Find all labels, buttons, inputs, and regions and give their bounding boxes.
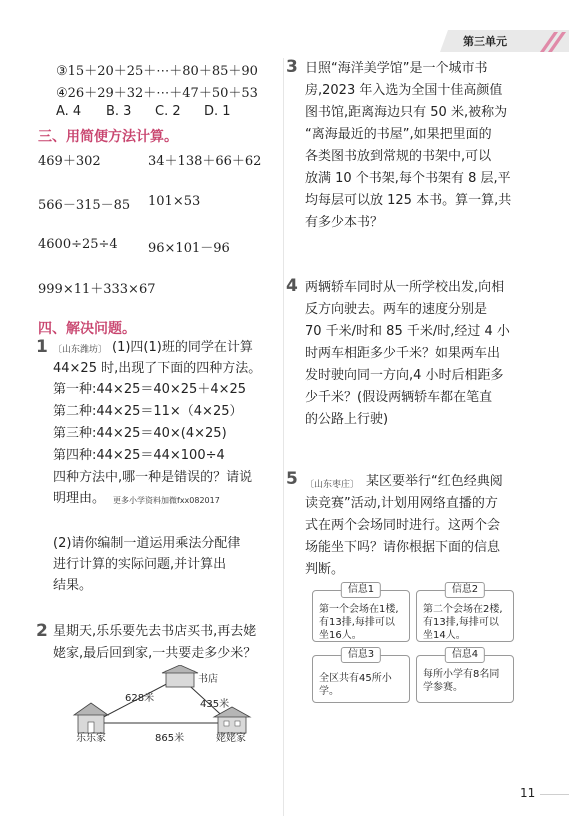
info-card-4 [416,649,514,703]
label-bookstore: 书店 [198,674,218,685]
question-1-tag: 〔山东潍坊〕 [53,345,108,355]
label-home: 乐乐家 [76,733,106,744]
q5-line-4: 场能坐下吗？请你根据下面的信息 [305,540,501,555]
choice-b: B. 3 [106,104,132,119]
column-divider [283,58,284,816]
q1-part2-line-2: 进行计算的实际问题,并计算出 [53,557,227,572]
option-3: ③15＋20＋25＋⋯＋80＋85＋90 [56,64,258,79]
question-4-number: 4 [286,276,298,296]
page-number: 11 [520,786,536,800]
question-3-number: 3 [286,57,298,77]
calc-2a: 566－315－85 [38,198,131,213]
calc-1b: 34＋138＋66＋62 [148,154,262,169]
calc-3b: 96×101－96 [148,241,230,256]
q4-line-7: 的公路上行驶) [305,412,389,427]
q1-line-3: 第一种:44×25＝40×25＋4×25 [53,382,247,397]
info-card-2-body: 第二个会场在2楼,有13排,每排可以坐14人。 [423,604,503,641]
q1-line-1: (1)四(1)班的同学在计算 [112,340,253,355]
label-distance-1: 628米 [125,693,155,704]
choice-c: C. 2 [155,104,181,119]
question-5-tag: 〔山东枣庄〕 [305,480,360,490]
q1-part2-line-3: 结果。 [53,578,93,593]
q3-line-7: 均每层可以放 125 本书。算一算,共 [305,193,512,208]
q4-line-2: 反方向驶去。两车的速度分别是 [305,302,488,317]
info-card-3-title: 信息3 [341,647,381,663]
calc-4a: 999×11＋333×67 [38,282,156,297]
info-card-1-body: 第一个会场在1楼,有13排,每排可以坐16人。 [319,604,399,641]
q3-line-5: 各类图书放到常规的书架中,可以 [305,149,492,164]
q4-line-5: 发时驶向同一方向,4 小时后相距多 [305,368,504,383]
q2-line-2: 姥家,最后回到家,一共要走多少米？ [53,646,257,661]
question-1-number: 1 [36,337,48,357]
q1-line-8: 明理由。 [53,491,106,506]
choice-d: D. 1 [204,104,231,119]
info-card-1 [312,584,410,642]
q1-line-2: 44×25 时,出现了下面的四种方法。 [53,361,262,376]
q1-line-7: 四种方法中,哪一种是错误的？请说 [53,470,253,485]
q5-line-5: 判断。 [305,562,345,577]
calc-1a: 469＋302 [38,154,101,169]
q4-line-4: 时两车相距多少千米？如果两车出 [305,346,501,361]
info-card-1-title: 信息1 [341,582,381,598]
q5-line-2: 读竞赛”活动,计划用网络直播的方 [305,496,498,511]
info-card-3 [312,649,410,703]
label-distance-3: 865米 [155,733,185,744]
q1-line-4: 第二种:44×25＝11×（4×25） [53,404,243,419]
calc-2b: 101×53 [148,194,201,209]
q4-line-6: 少千米？(假设两辆轿车都在笔直 [305,390,493,405]
unit-label: 第三单元 [463,35,507,48]
choice-a: A. 4 [56,104,82,119]
footer-rule [540,794,569,795]
info-card-3-body: 全区共有45所小学。 [319,673,392,697]
q3-line-3: 图书馆,距离海边只有 50 米,被称为 [305,105,508,120]
q1-part2-line-1: (2)请你编制一道运用乘法分配律 [53,536,241,551]
q3-line-4: “离海最近的书屋”,如果把里面的 [305,127,492,142]
question-5-number: 5 [286,469,298,489]
q1-line-6: 第四种:44×25＝44×100÷4 [53,448,225,463]
q5-line-3: 式在两个会场同时进行。这两个会 [305,518,501,533]
q3-line-1: 日照“海洋美学馆”是一个城市书 [305,61,488,76]
calc-3a: 4600÷25÷4 [38,237,118,252]
q3-line-2: 房,2023 年入选为全国十佳高颜值 [305,83,503,98]
info-card-4-body: 每所小学有8名同学参赛。 [423,669,500,693]
bookstore-building-icon [162,665,198,687]
option-4: ④26＋29＋32＋⋯＋47＋50＋53 [56,86,258,101]
ad-text: 更多小学资料加微fxx082017 [113,496,220,505]
question-2-number: 2 [36,621,48,641]
q4-line-1: 两辆轿车同时从一所学校出发,向相 [305,280,505,295]
info-card-4-title: 信息4 [445,647,485,663]
info-card-2 [416,584,514,642]
q3-line-8: 有多少本书？ [305,215,384,230]
section-3-title: 三、用简便方法计算。 [38,129,178,145]
label-distance-2: 435米 [200,699,230,710]
info-card-2-title: 信息2 [445,582,485,598]
q4-line-3: 70 千米/时和 85 千米/时,经过 4 小 [305,324,510,339]
q1-line-5: 第三种:44×25＝40×(4×25) [53,426,227,441]
q3-line-6: 放满 10 个书架,每个书架有 8 层,平 [305,171,511,186]
label-grandma-home: 姥姥家 [216,733,246,744]
section-4-title: 四、解决问题。 [38,321,136,337]
q5-line-1: 某区要举行“红色经典阅 [366,474,503,489]
q2-line-1: 星期天,乐乐要先去书店买书,再去姥 [53,624,257,639]
